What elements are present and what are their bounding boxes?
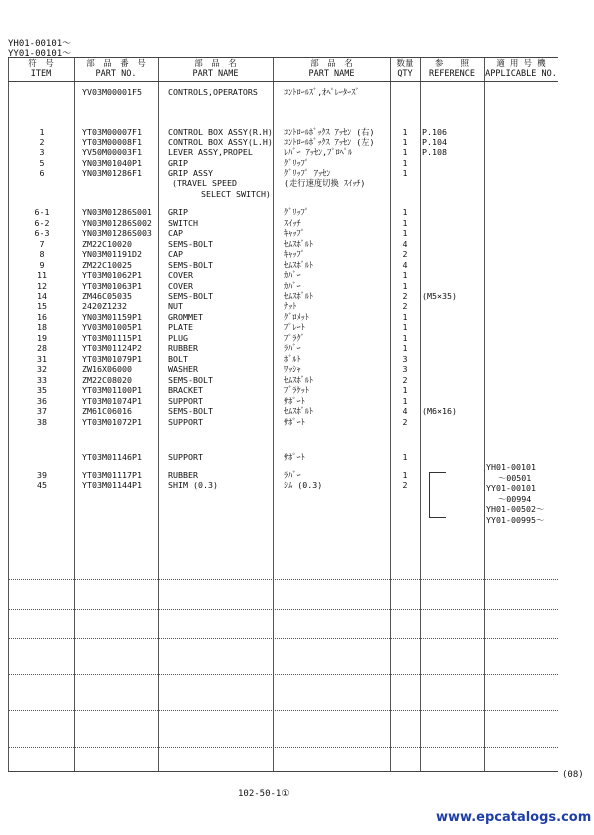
row-part-name: GRIP <box>168 207 188 217</box>
row-part-name: CONTROL BOX ASSY(R.H) <box>168 127 273 137</box>
parts-table <box>8 57 558 772</box>
row-part-name: NUT <box>168 301 183 311</box>
watermark-url: www.epcatalogs.com <box>436 810 592 825</box>
row-item: 39 <box>37 470 47 480</box>
row-item: 5 <box>39 158 45 168</box>
row-qty: 1 <box>402 147 408 157</box>
row-qty: 1 <box>402 452 408 462</box>
row-item: 7 <box>39 239 45 249</box>
row-part-no: YT03M01100P1 <box>82 385 142 395</box>
row-item: 36 <box>37 396 47 406</box>
row-reference: (M6×16) <box>422 406 457 416</box>
row-part-name-jp: ｸﾞﾛﾒｯﾄ <box>284 312 309 322</box>
row-part-name: BOLT <box>168 354 188 364</box>
row-part-name-jp: ｷｬｯﾌﾟ <box>284 228 305 238</box>
row-part-name-jp: ｾﾑｽﾎﾞﾙﾄ <box>284 239 314 249</box>
row-part-name-jp: ｶﾊﾞｰ <box>284 270 301 280</box>
row-part-no: YN03M01286S002 <box>82 218 152 228</box>
row-part-no: ZM22C08020 <box>82 375 132 385</box>
row-part-name-jp: ｼﾑ (0.3) <box>284 480 323 490</box>
model-range-yy: YY01-00101～ <box>8 49 72 59</box>
row-part-no: YV03M01005P1 <box>82 322 142 332</box>
col-applicable-header: 適 用 号 機 APPLICABLE NO. <box>485 59 557 79</box>
row-item: 31 <box>37 354 47 364</box>
page-number: (08) <box>562 770 584 780</box>
row-part-name: SEMS-BOLT <box>168 375 213 385</box>
row-item: 19 <box>37 333 47 343</box>
row-item: 45 <box>37 480 47 490</box>
row-item: 33 <box>37 375 47 385</box>
row-qty: 2 <box>402 291 408 301</box>
row-part-name: GRIP <box>168 158 188 168</box>
row-part-name-jp: ﾗﾊﾞｰ <box>284 470 301 480</box>
row-part-no: YN03M01286S001 <box>82 207 152 217</box>
row-part-name: CONTROLS,OPERATORS <box>168 87 258 97</box>
row-item: 16 <box>37 312 47 322</box>
row-part-name: CONTROL BOX ASSY(L.H) <box>168 137 273 147</box>
row-part-name: SUPPORT <box>168 396 203 406</box>
row-part-no: ZM61C06016 <box>82 406 132 416</box>
row-part-name-jp: (走行速度切換 ｽｲｯﾁ) <box>284 178 366 188</box>
row-item: 28 <box>37 343 47 353</box>
row-part-no: YN03M01191D2 <box>82 249 142 259</box>
row-part-no: YV50M00003F1 <box>82 147 142 157</box>
row-qty: 1 <box>402 127 408 137</box>
row-part-name: CAP <box>168 249 183 259</box>
page-code: 102-50-1① <box>238 789 290 799</box>
row-item: 1 <box>39 127 45 137</box>
row-qty: 2 <box>402 249 408 259</box>
row-part-name-jp: ﾌﾞﾗｹｯﾄ <box>284 385 309 395</box>
row-part-no: YN03M01286F1 <box>82 168 142 178</box>
row-item: 15 <box>37 301 47 311</box>
row-part-name-jp: ｺﾝﾄﾛｰﾙｽﾞ,ｵﾍﾟﾚｰﾀｰｽﾞ <box>284 87 360 97</box>
row-part-name-jp: ﾗﾊﾞｰ <box>284 343 301 353</box>
row-item: 8 <box>39 249 45 259</box>
row-part-name: COVER <box>168 281 193 291</box>
row-part-no: YT03M01115P1 <box>82 333 142 343</box>
row-part-name: RUBBER <box>168 470 198 480</box>
row-part-no: YV03M00001F5 <box>82 87 142 97</box>
row-qty: 1 <box>402 207 408 217</box>
row-part-name: SHIM (0.3) <box>168 480 218 490</box>
row-qty: 1 <box>402 158 408 168</box>
row-part-name-jp: ﾎﾞﾙﾄ <box>284 354 301 364</box>
row-qty: 1 <box>402 281 408 291</box>
row-reference: P.108 <box>422 147 447 157</box>
row-part-name-jp: ｾﾑｽﾎﾞﾙﾄ <box>284 375 314 385</box>
row-part-name-jp: ﾚﾊﾞｰ ｱｯｾﾝ,ﾌﾟﾛﾍﾟﾙ <box>284 147 353 157</box>
row-qty: 1 <box>402 333 408 343</box>
col-item-header: 符 号 ITEM <box>28 59 54 79</box>
row-item: 2 <box>39 137 45 147</box>
row-part-no: YT03M00007F1 <box>82 127 142 137</box>
row-part-name-jp: ｻﾎﾟｰﾄ <box>284 396 305 406</box>
row-qty: 1 <box>402 312 408 322</box>
row-part-name-jp: ｶﾊﾞｰ <box>284 281 301 291</box>
row-part-name-jp: ｽｲｯﾁ <box>284 218 301 228</box>
row-part-no: YT03M01144P1 <box>82 480 142 490</box>
row-part-no: YT03M01062P1 <box>82 270 142 280</box>
row-part-name: SEMS-BOLT <box>168 406 213 416</box>
row-part-name-jp: ｸﾞﾘｯﾌﾟ <box>284 158 309 168</box>
row-qty: 2 <box>402 301 408 311</box>
row-part-name: SELECT SWITCH) <box>201 189 271 199</box>
row-part-name-jp: ｸﾞﾘｯﾌﾟ <box>284 207 309 217</box>
row-qty: 1 <box>402 228 408 238</box>
row-qty: 1 <box>402 168 408 178</box>
row-qty: 1 <box>402 218 408 228</box>
row-part-name-jp: ﾌﾟﾚｰﾄ <box>284 322 305 332</box>
row-item: 38 <box>37 417 47 427</box>
row-qty: 4 <box>402 260 408 270</box>
row-qty: 4 <box>402 406 408 416</box>
row-part-name-jp: ﾜｯｼｬ <box>284 364 301 374</box>
row-item: 14 <box>37 291 47 301</box>
row-item: 6-2 <box>34 218 50 228</box>
col-reference-header: 参 照 REFERENCE <box>428 59 476 79</box>
row-part-no: ZW16X06000 <box>82 364 132 374</box>
row-item: 9 <box>39 260 45 270</box>
col-name-header: 部 品 名 PART NAME <box>192 59 239 79</box>
row-part-name-jp: ｾﾑｽﾎﾞﾙﾄ <box>284 260 314 270</box>
row-qty: 1 <box>402 470 408 480</box>
row-qty: 1 <box>402 343 408 353</box>
row-part-name-jp: ｾﾑｽﾎﾞﾙﾄ <box>284 406 314 416</box>
row-part-name-jp: ｻﾎﾟｰﾄ <box>284 417 305 427</box>
row-part-no: YN03M01286S003 <box>82 228 152 238</box>
row-part-name: PLUG <box>168 333 188 343</box>
row-reference: P.104 <box>422 137 447 147</box>
row-qty: 2 <box>402 480 408 490</box>
row-part-name: CAP <box>168 228 183 238</box>
row-qty: 3 <box>402 354 408 364</box>
row-part-no: YT03M01074P1 <box>82 396 142 406</box>
row-part-name: LEVER ASSY,PROPEL <box>168 147 253 157</box>
row-part-name: SUPPORT <box>168 417 203 427</box>
row-qty: 1 <box>402 270 408 280</box>
row-qty: 2 <box>402 375 408 385</box>
interchange-bracket <box>429 472 446 518</box>
col-qty-header: 数量 QTY <box>396 59 414 79</box>
row-part-name: PLATE <box>168 322 193 332</box>
model-range-yh: YH01-00101～ <box>8 39 72 49</box>
row-part-no: YT03M01117P1 <box>82 470 142 480</box>
row-part-no: YT03M01072P1 <box>82 417 142 427</box>
row-part-no: YN03M01159P1 <box>82 312 142 322</box>
row-part-name-jp: ｺﾝﾄﾛｰﾙﾎﾞｯｸｽ ｱｯｾﾝ (左) <box>284 137 375 147</box>
row-part-no: YT03M01146P1 <box>82 452 142 462</box>
row-item: 6 <box>39 168 45 178</box>
col-name-jp-header: 部 品 名 PART NAME <box>308 59 355 79</box>
row-part-name: GROMMET <box>168 312 203 322</box>
row-item: 37 <box>37 406 47 416</box>
row-part-name: BRACKET <box>168 385 203 395</box>
row-part-name-jp: ﾅｯﾄ <box>284 301 297 311</box>
col-partno-header: 部 品 番 号 PART NO. <box>86 59 146 79</box>
row-part-name: COVER <box>168 270 193 280</box>
row-qty: 1 <box>402 137 408 147</box>
row-part-name-jp: ｷｬｯﾌﾟ <box>284 249 305 259</box>
row-part-name: GRIP ASSY <box>168 168 213 178</box>
row-reference: P.106 <box>422 127 447 137</box>
row-part-name: (TRAVEL SPEED <box>172 178 237 188</box>
row-qty: 2 <box>402 417 408 427</box>
row-part-no: YT03M01063P1 <box>82 281 142 291</box>
row-item: 6-1 <box>34 207 50 217</box>
row-item: 6-3 <box>34 228 50 238</box>
row-qty: 4 <box>402 239 408 249</box>
row-part-no: ZM22C10020 <box>82 239 132 249</box>
row-reference: (M5×35) <box>422 291 457 301</box>
row-part-name-jp: ｾﾑｽﾎﾞﾙﾄ <box>284 291 314 301</box>
row-item: 11 <box>37 270 47 280</box>
row-part-no: YT03M01079P1 <box>82 354 142 364</box>
row-part-no: ZM46C05035 <box>82 291 132 301</box>
row-part-no: YT03M00008F1 <box>82 137 142 147</box>
row-part-name-jp: ｺﾝﾄﾛｰﾙﾎﾞｯｸｽ ｱｯｾﾝ (右) <box>284 127 375 137</box>
row-qty: 3 <box>402 364 408 374</box>
row-item: 18 <box>37 322 47 332</box>
row-item: 35 <box>37 385 47 395</box>
row-part-name-jp: ｻﾎﾟｰﾄ <box>284 452 305 462</box>
row-part-name: SUPPORT <box>168 452 203 462</box>
row-part-no: ZM22C10025 <box>82 260 132 270</box>
row-part-name: SEMS-BOLT <box>168 239 213 249</box>
row-part-name: SEMS-BOLT <box>168 260 213 270</box>
row-item: 3 <box>39 147 45 157</box>
row-part-name-jp: ｸﾞﾘｯﾌﾟ ｱｯｾﾝ <box>284 168 331 178</box>
row-qty: 1 <box>402 385 408 395</box>
row-part-name: RUBBER <box>168 343 198 353</box>
row-part-name: SEMS-BOLT <box>168 291 213 301</box>
row-qty: 1 <box>402 396 408 406</box>
row-part-no: 2420Z1232 <box>82 301 127 311</box>
row-item: 12 <box>37 281 47 291</box>
row-part-no: YN03M01040P1 <box>82 158 142 168</box>
applicable-range: YH01-00101 ～00501 YY01-00101 ～00994 YH01-00502～ YY01-00995～ <box>486 462 545 525</box>
row-part-name: SWITCH <box>168 218 198 228</box>
row-qty: 1 <box>402 322 408 332</box>
row-part-name-jp: ﾌﾟﾗｸﾞ <box>284 333 305 343</box>
row-item: 32 <box>37 364 47 374</box>
row-part-no: YT03M01124P2 <box>82 343 142 353</box>
row-part-name: WASHER <box>168 364 198 374</box>
